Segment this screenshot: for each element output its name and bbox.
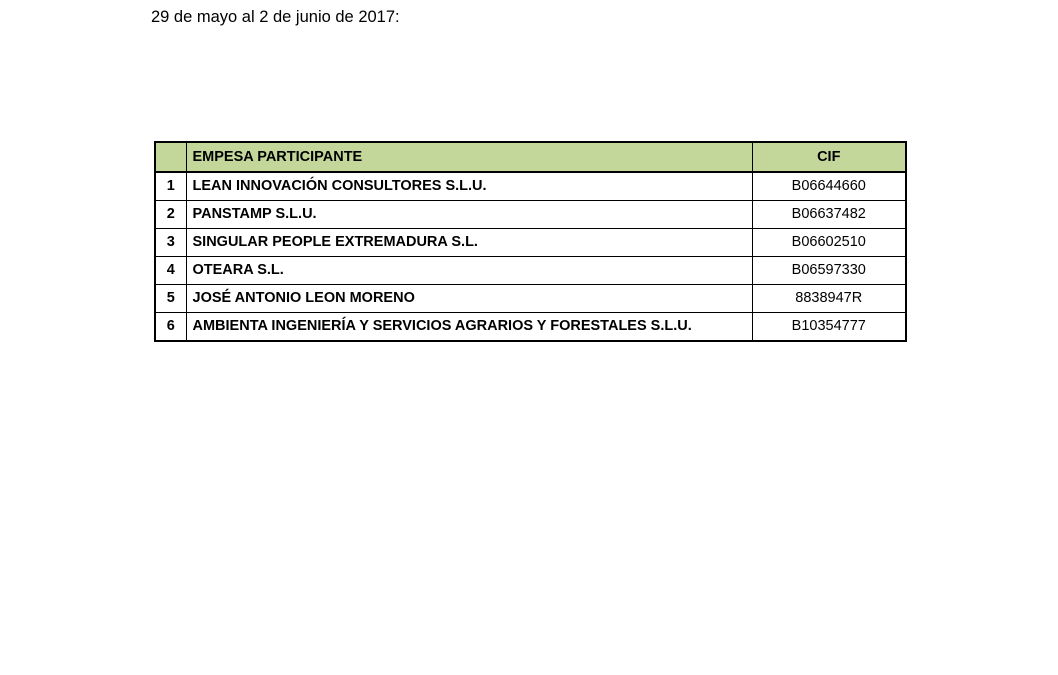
row-cif: B06644660 xyxy=(752,172,906,201)
row-cif: B10354777 xyxy=(752,313,906,342)
row-company: PANSTAMP S.L.U. xyxy=(186,201,752,229)
row-cif: B06602510 xyxy=(752,229,906,257)
row-cif: B06637482 xyxy=(752,201,906,229)
row-company: JOSÉ ANTONIO LEON MORENO xyxy=(186,285,752,313)
participants-table xyxy=(154,141,907,342)
row-number: 3 xyxy=(155,229,186,257)
row-cif: 8838947R xyxy=(752,285,906,313)
row-company: LEAN INNOVACIÓN CONSULTORES S.L.U. xyxy=(186,172,752,201)
header-cif: CIF xyxy=(752,142,906,172)
row-number: 2 xyxy=(155,201,186,229)
table-row xyxy=(155,229,906,257)
header-number xyxy=(155,142,186,172)
row-number: 4 xyxy=(155,257,186,285)
row-number: 6 xyxy=(155,313,186,342)
row-cif: B06597330 xyxy=(752,257,906,285)
table-row xyxy=(155,172,906,201)
intro-line: 29 de mayo al 2 de junio de 2017: xyxy=(151,8,400,26)
table-row xyxy=(155,257,906,285)
row-number: 1 xyxy=(155,172,186,201)
table-row xyxy=(155,285,906,313)
table-row xyxy=(155,201,906,229)
header-company: EMPESA PARTICIPANTE xyxy=(186,142,752,172)
table-row xyxy=(155,313,906,342)
row-company: OTEARA S.L. xyxy=(186,257,752,285)
row-number: 5 xyxy=(155,285,186,313)
row-company: SINGULAR PEOPLE EXTREMADURA S.L. xyxy=(186,229,752,257)
table-header-row xyxy=(155,142,906,172)
row-company: AMBIENTA INGENIERÍA Y SERVICIOS AGRARIOS Y FORESTALES S.L.U. xyxy=(186,313,752,342)
